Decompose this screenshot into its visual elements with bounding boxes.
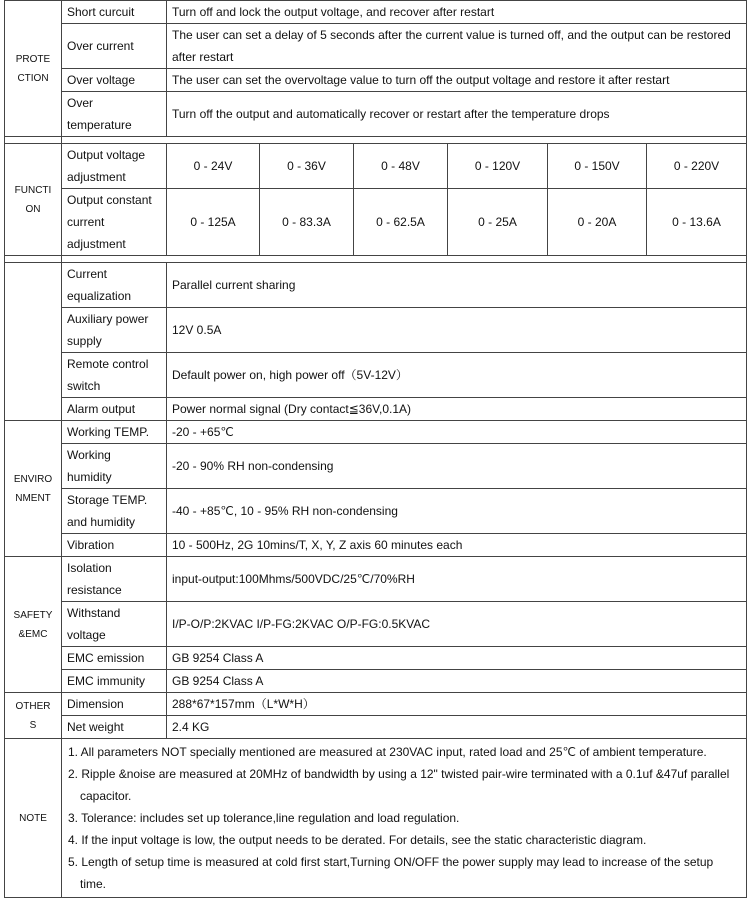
row-value [167, 263, 747, 308]
row-value [167, 647, 747, 670]
value-text: I/P-O/P:2KVAC I/P-FG:2KVAC O/P-FG:0.5KVAC [172, 617, 431, 631]
label-text: Output constant [67, 193, 152, 207]
row-label [62, 557, 167, 602]
row-value [167, 557, 747, 602]
spec-table [4, 0, 747, 898]
label-text: Output voltage [67, 148, 146, 162]
row-value [167, 693, 747, 716]
section-text: CTION [17, 72, 49, 84]
table-row [5, 69, 747, 92]
label-text: adjustment [67, 237, 126, 251]
value-text: -40 - +85℃, 10 - 95% RH non-condensing [172, 504, 398, 518]
row-label [62, 421, 167, 444]
voltage-value: 0 - 150V [548, 144, 647, 189]
value-text: The user can set a delay of 5 seconds after the current value is turned off, and the output can be restored [172, 28, 731, 42]
table-row [5, 353, 747, 398]
value-text: GB 9254 Class A [172, 651, 264, 665]
label-text: Working [67, 448, 111, 462]
label-text: Isolation [67, 561, 112, 575]
row-label [62, 398, 167, 421]
label-text: Over voltage [67, 73, 136, 87]
row-value [167, 92, 747, 137]
row-value [167, 489, 747, 534]
row-label [62, 716, 167, 739]
value-text: Power normal signal (Dry contact≦36V,0.1A) [172, 402, 412, 416]
row-value [167, 534, 747, 557]
label-text: Auxiliary power [67, 312, 149, 326]
table-row [5, 716, 747, 739]
value-text: The user can set the overvoltage value to turn off the output voltage and restore it after restart [172, 73, 670, 87]
row-value [167, 353, 747, 398]
label-text: Over [67, 96, 94, 110]
value-text: 2.4 KG [172, 720, 210, 734]
label-text: Current [67, 267, 108, 281]
table-row [5, 1, 747, 24]
row-value [167, 444, 747, 489]
row-label [62, 263, 167, 308]
voltage-value: 0 - 36V [260, 144, 354, 189]
value-text: 10 - 500Hz, 2G 10mins/T, X, Y, Z axis 60 minutes each [172, 538, 463, 552]
section-label-safety [5, 557, 62, 693]
label-text: resistance [67, 583, 122, 597]
section-label-protection [5, 1, 62, 137]
row-label [62, 189, 167, 256]
label-text: current [67, 215, 105, 229]
current-value: 0 - 62.5A [354, 189, 448, 256]
table-row [5, 647, 747, 670]
spacer-cell [62, 256, 747, 263]
value-text: Default power on, high power off（5V-12V） [172, 368, 408, 382]
current-value: 0 - 20A [548, 189, 647, 256]
label-text: EMC emission [67, 651, 145, 665]
section-text: OTHER [15, 700, 51, 712]
current-value: 0 - 25A [448, 189, 548, 256]
note-content [62, 739, 747, 898]
row-label [62, 353, 167, 398]
value-text: 288*67*157mm（L*W*H） [172, 697, 315, 711]
value-text: Turn off the output and automatically recover or restart after the temperature drops [172, 107, 610, 121]
row-label [62, 308, 167, 353]
section-text: ENVIRO [13, 473, 53, 485]
row-label [62, 602, 167, 647]
table-row [5, 189, 747, 256]
row-label [62, 69, 167, 92]
row-value [167, 69, 747, 92]
value-text: input-output:100Mhms/500VDC/25℃/70%RH [172, 572, 415, 586]
label-text: EMC immunity [67, 674, 146, 688]
label-text: equalization [67, 289, 132, 303]
table-row [5, 602, 747, 647]
label-text: temperature [67, 118, 132, 132]
label-text: Net weight [67, 720, 124, 734]
voltage-value: 0 - 24V [167, 144, 260, 189]
label-text: Dimension [67, 697, 124, 711]
table-row [5, 739, 747, 898]
voltage-value: 0 - 48V [354, 144, 448, 189]
row-label [62, 24, 167, 69]
row-value [167, 421, 747, 444]
row-label [62, 144, 167, 189]
table-row [5, 534, 747, 557]
note-line-continued: time. [80, 877, 107, 891]
section-spacer [5, 137, 747, 144]
row-value [167, 308, 747, 353]
note-line: 2. Ripple &noise are measured at 20MHz of bandwidth by using a 12" twisted pair-wire terminated with a 0.1uf &47uf parallel [68, 767, 730, 781]
row-value [167, 398, 747, 421]
row-value [167, 24, 747, 69]
table-row [5, 24, 747, 69]
voltage-value: 0 - 220V [647, 144, 747, 189]
row-value [167, 716, 747, 739]
value-text: Parallel current sharing [172, 278, 296, 292]
label-text: and humidity [67, 515, 136, 529]
value-text: Turn off and lock the output voltage, and recover after restart [172, 5, 495, 19]
row-label [62, 693, 167, 716]
value-text: GB 9254 Class A [172, 674, 264, 688]
row-label [62, 1, 167, 24]
spacer-cell [62, 137, 747, 144]
label-text: supply [67, 334, 102, 348]
row-label [62, 534, 167, 557]
section-label-environment [5, 421, 62, 557]
note-line: 4. If the input voltage is low, the output needs to be derated. For details, see the static characteristic diagram. [68, 833, 647, 847]
table-row [5, 308, 747, 353]
table-row [5, 693, 747, 716]
voltage-value: 0 - 120V [448, 144, 548, 189]
label-text: Over current [67, 39, 134, 53]
row-value [167, 602, 747, 647]
label-text: Working TEMP. [67, 425, 150, 439]
section-text: FUNCTI [14, 184, 52, 196]
label-text: humidity [67, 470, 112, 484]
table-row [5, 144, 747, 189]
section-label-function [5, 144, 62, 256]
table-row [5, 489, 747, 534]
note-line: 5. Length of setup time is measured at cold first start,Turning ON/OFF the power supply may lead to increase of the setup [68, 855, 714, 869]
row-value [167, 670, 747, 693]
value-text: -20 - 90% RH non-condensing [172, 459, 334, 473]
row-label [62, 489, 167, 534]
note-line-continued: capacitor. [80, 789, 132, 803]
spacer-cell [5, 137, 62, 144]
section-text: &EMC [18, 628, 48, 640]
note-line: 3. Tolerance: includes set up tolerance,line regulation and load regulation. [68, 811, 460, 825]
table-row [5, 421, 747, 444]
note-line: 1. All parameters NOT specially mentioned are measured at 230VAC input, rated load and 25℃ of ambient temperature. [68, 745, 707, 759]
value-text: 12V 0.5A [172, 323, 222, 337]
row-label [62, 92, 167, 137]
section-text: PROTE [15, 53, 51, 65]
label-text: Short curcuit [67, 5, 135, 19]
row-value [167, 1, 747, 24]
label-text: Remote control [67, 357, 149, 371]
current-value: 0 - 125A [167, 189, 260, 256]
section-text: NOTE [19, 812, 47, 824]
row-label [62, 647, 167, 670]
section-label-note [5, 739, 62, 898]
label-text: Storage TEMP. [67, 493, 148, 507]
section-text: SAFETY [13, 609, 53, 621]
label-text: Withstand [67, 606, 121, 620]
table-row [5, 263, 747, 308]
table-row [5, 92, 747, 137]
value-text: -20 - +65℃ [172, 425, 234, 439]
section-text: ON [25, 203, 41, 215]
table-row [5, 444, 747, 489]
current-value: 0 - 13.6A [647, 189, 747, 256]
section-text: NMENT [15, 492, 51, 504]
table-row [5, 670, 747, 693]
table-row [5, 557, 747, 602]
value-text: after restart [172, 50, 234, 64]
label-text: Vibration [67, 538, 115, 552]
current-value: 0 - 83.3A [260, 189, 354, 256]
label-text: Alarm output [67, 402, 136, 416]
table-row [5, 398, 747, 421]
section-text: S [29, 719, 37, 731]
spacer-cell [5, 256, 62, 263]
label-text: voltage [67, 628, 106, 642]
row-label [62, 444, 167, 489]
section-spacer [5, 256, 747, 263]
label-text: switch [67, 379, 101, 393]
section-label-others [5, 693, 62, 739]
label-text: adjustment [67, 170, 126, 184]
row-label [62, 670, 167, 693]
section-label-empty [5, 263, 62, 421]
